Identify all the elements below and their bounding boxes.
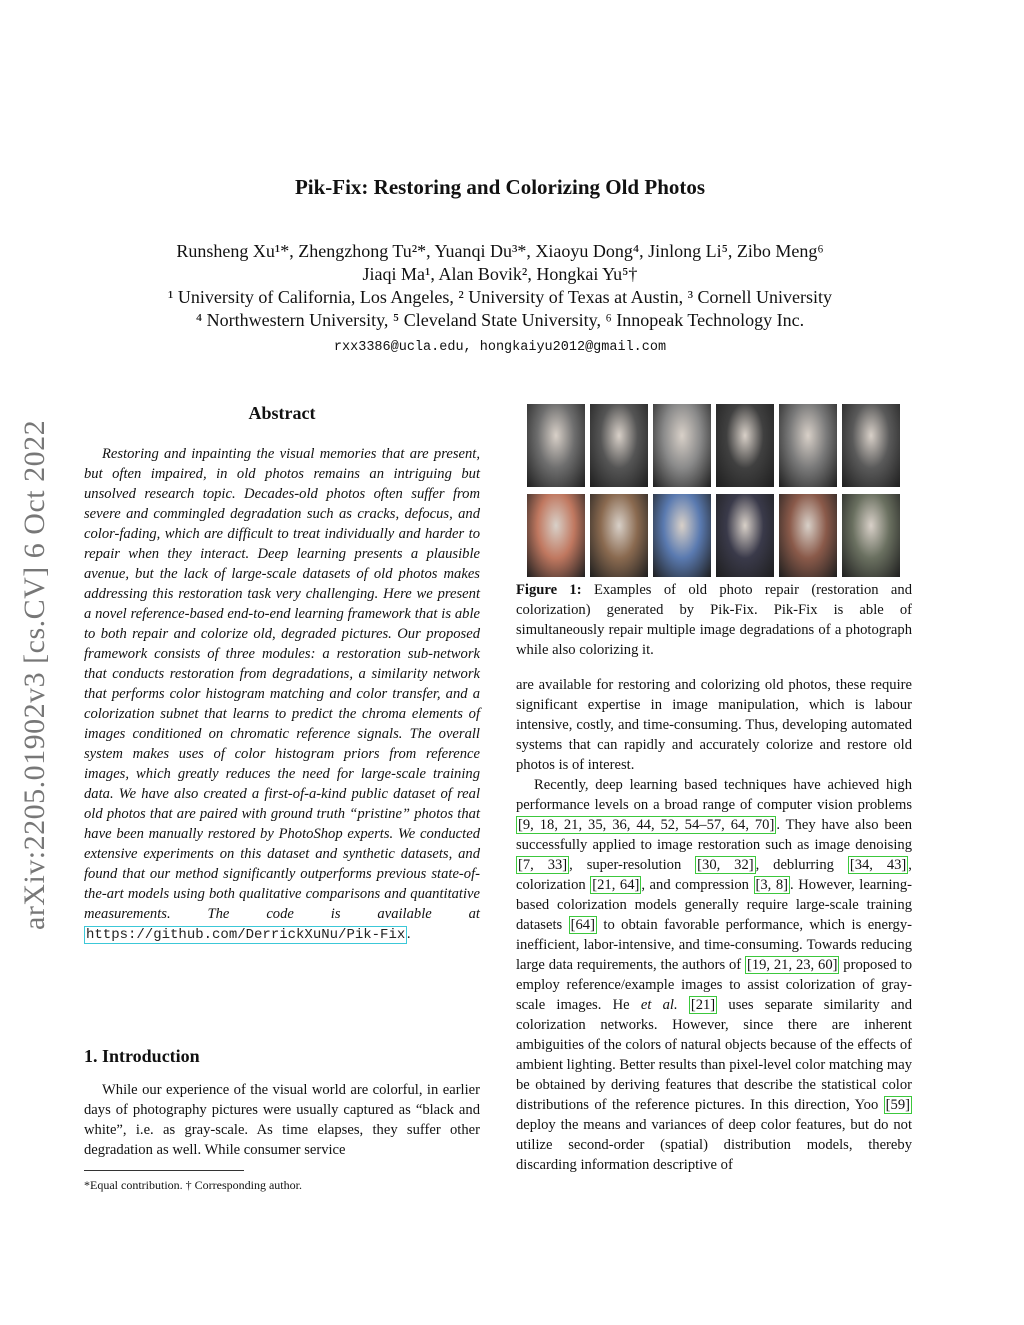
affiliation-line-2: ⁴ Northwestern University, ⁵ Cleveland State University, ⁶ Innopeak Technology Inc. <box>195 310 805 330</box>
text-run: uses separate similarity and colorization networks. However, since there are inherent ambiguities of the colors of natural objects because of the effects of ambient lighting. Better results than pixel-level color matching may be obtained by deriving features that describe the statistical color distributions of the reference pictures. In this direction, Yoo <box>516 997 912 1113</box>
author-line-2: Jiaqi Ma¹, Alan Bovik², Hongkai Yu⁵† <box>362 264 638 284</box>
abstract-heading: Abstract <box>248 403 316 423</box>
right-paragraph-1: are available for restoring and colorizing old photos, these require significant expertise in image manipulation, which is labour intensive, costly, and time-consuming. Thus, developing automated systems that can rapidly and accurately colorize and restore old photos is of interest. <box>516 677 912 773</box>
citation-link[interactable]: [34, 43] <box>849 857 907 873</box>
citation-link[interactable]: [9, 18, 21, 35, 36, 44, 52, 54–57, 64, 70] <box>518 817 775 833</box>
footnote: *Equal contribution. † Corresponding author. <box>84 1178 302 1192</box>
citation-link[interactable]: [59] <box>885 1097 910 1113</box>
text-run: Recently, deep learning based techniques have achieved high performance levels on a broad range of computer vision problems <box>516 777 912 813</box>
right-column-body <box>516 675 912 1175</box>
old-photo-2 <box>590 404 648 487</box>
text-run: , deblurring <box>755 857 848 873</box>
abstract-end: . <box>407 926 411 942</box>
figure-caption <box>516 580 912 660</box>
intro-paragraph: While our experience of the visual world are colorful, in earlier days of photography pictures were usually captured as “black and white”, i.e. as gray-scale. As time elapses, they suffer other degradation as well. While consumer service <box>84 1082 480 1158</box>
old-photo-1 <box>527 404 585 487</box>
abstract-body <box>84 444 480 945</box>
citation-link[interactable]: [3, 8] <box>755 877 789 893</box>
figure-label: Figure 1: <box>516 582 582 598</box>
arxiv-identifier: arXiv:2205.01902v3 [cs.CV] 6 Oct 2022 <box>18 419 51 930</box>
restored-photo-4 <box>716 494 774 577</box>
et-al: et al. <box>640 997 678 1013</box>
citation-link[interactable]: [7, 33] <box>518 857 568 873</box>
right-paragraph-2 <box>516 775 912 1175</box>
restored-photo-2 <box>590 494 648 577</box>
old-photo-5 <box>779 404 837 487</box>
old-photo-6 <box>842 404 900 487</box>
old-photo-3 <box>653 404 711 487</box>
text-run: . However, learning-based colorization models generally require large-scale training datasets <box>516 877 912 933</box>
old-photo-4 <box>716 404 774 487</box>
restored-photo-6 <box>842 494 900 577</box>
citation-link[interactable]: [19, 21, 23, 60] <box>746 957 838 973</box>
restored-photo-1 <box>527 494 585 577</box>
restored-photo-3 <box>653 494 711 577</box>
figure-photo-grid <box>527 404 903 578</box>
text-run: to obtain favorable performance, which is energy-inefficient, labor-intensive, and time-consuming. Towards reducing large data requirements, the authors of <box>516 917 912 973</box>
text-run: proposed to employ reference/example images to assist colorization of gray-scale images. He <box>516 957 912 1013</box>
figure-caption-text: Examples of old photo repair (restoration and colorization) generated by Pik-Fix. Pik-Fix is able of simultaneously repair multiple image degradations of a photograph while also colorizing it. <box>516 582 913 658</box>
introduction-body <box>84 1080 480 1160</box>
affiliation-line-1: ¹ University of California, Los Angeles, ² University of Texas at Austin, ³ Cornell University <box>167 287 832 307</box>
citation-link[interactable]: [64] <box>570 917 595 933</box>
citation-link[interactable]: [21, 64] <box>592 877 640 893</box>
introduction-heading: 1. Introduction <box>84 1046 200 1066</box>
restored-photo-5 <box>779 494 837 577</box>
text-run: , colorization <box>516 857 912 893</box>
author-block <box>60 240 940 332</box>
text-run: , super-resolution <box>569 857 696 873</box>
citation-link[interactable]: [30, 32] <box>697 857 754 873</box>
abstract-text: Restoring and inpainting the visual memories that are present, but often impaired, in old photos remains an intriguing but unsolved research topic. Decades-old photos often suffer from severe and commingled degradation such as cracks, defocus, and color-fading, which are difficult to treat individually and harder to repair when they interact. Deep learning presents a plausible avenue, but the lack of large-scale datasets of old photos makes addressing this restoration task very challenging. Here we present a novel reference-based end-to-end learning framework that is able to both repair and colorize old, degraded pictures. Our proposed framework consists of three modules: a restoration sub-network that conducts restoration from degradations, a similarity network that performs color histogram matching and color transfer, and a colorization subnet that learns to predict the chroma elements of images conditioned on chromatic reference signals. The overall system makes uses of color histogram priors from reference images, which greatly reduces the need for large-scale training data. We have also created a first-of-a-kind public dataset of real old photos that are paired with ground truth “pristine” photos that have been manually restored by PhotoShop experts. We conducted extensive experiments on this dataset and synthetic datasets, and found that our method significantly outperforms previous state-of-the-art models using both qualitative comparisons and quantitative measurements. The code is available at <box>84 446 480 922</box>
citation-link[interactable]: [21] <box>690 997 716 1013</box>
text-run: . They have also been successfully applied to image restoration such as image denoising <box>516 817 912 853</box>
footnote-rule <box>84 1170 244 1171</box>
author-line-1: Runsheng Xu¹*, Zhengzhong Tu²*, Yuanqi Du³*, Xiaoyu Dong⁴, Jinlong Li⁵, Zibo Meng⁶ <box>176 241 824 261</box>
text-run: , and compression <box>641 877 754 893</box>
paper-title: Pik-Fix: Restoring and Colorizing Old Photos <box>294 175 706 199</box>
contact-emails: rxx3386@ucla.edu, hongkaiyu2012@gmail.com <box>333 340 667 355</box>
code-link[interactable]: https://github.com/DerrickXuNu/Pik-Fix <box>86 927 406 943</box>
text-run: deploy the means and variances of deep color features, but do not utilize second-order (spatial) distribution models, thereby discarding information descriptive of <box>516 1117 912 1173</box>
